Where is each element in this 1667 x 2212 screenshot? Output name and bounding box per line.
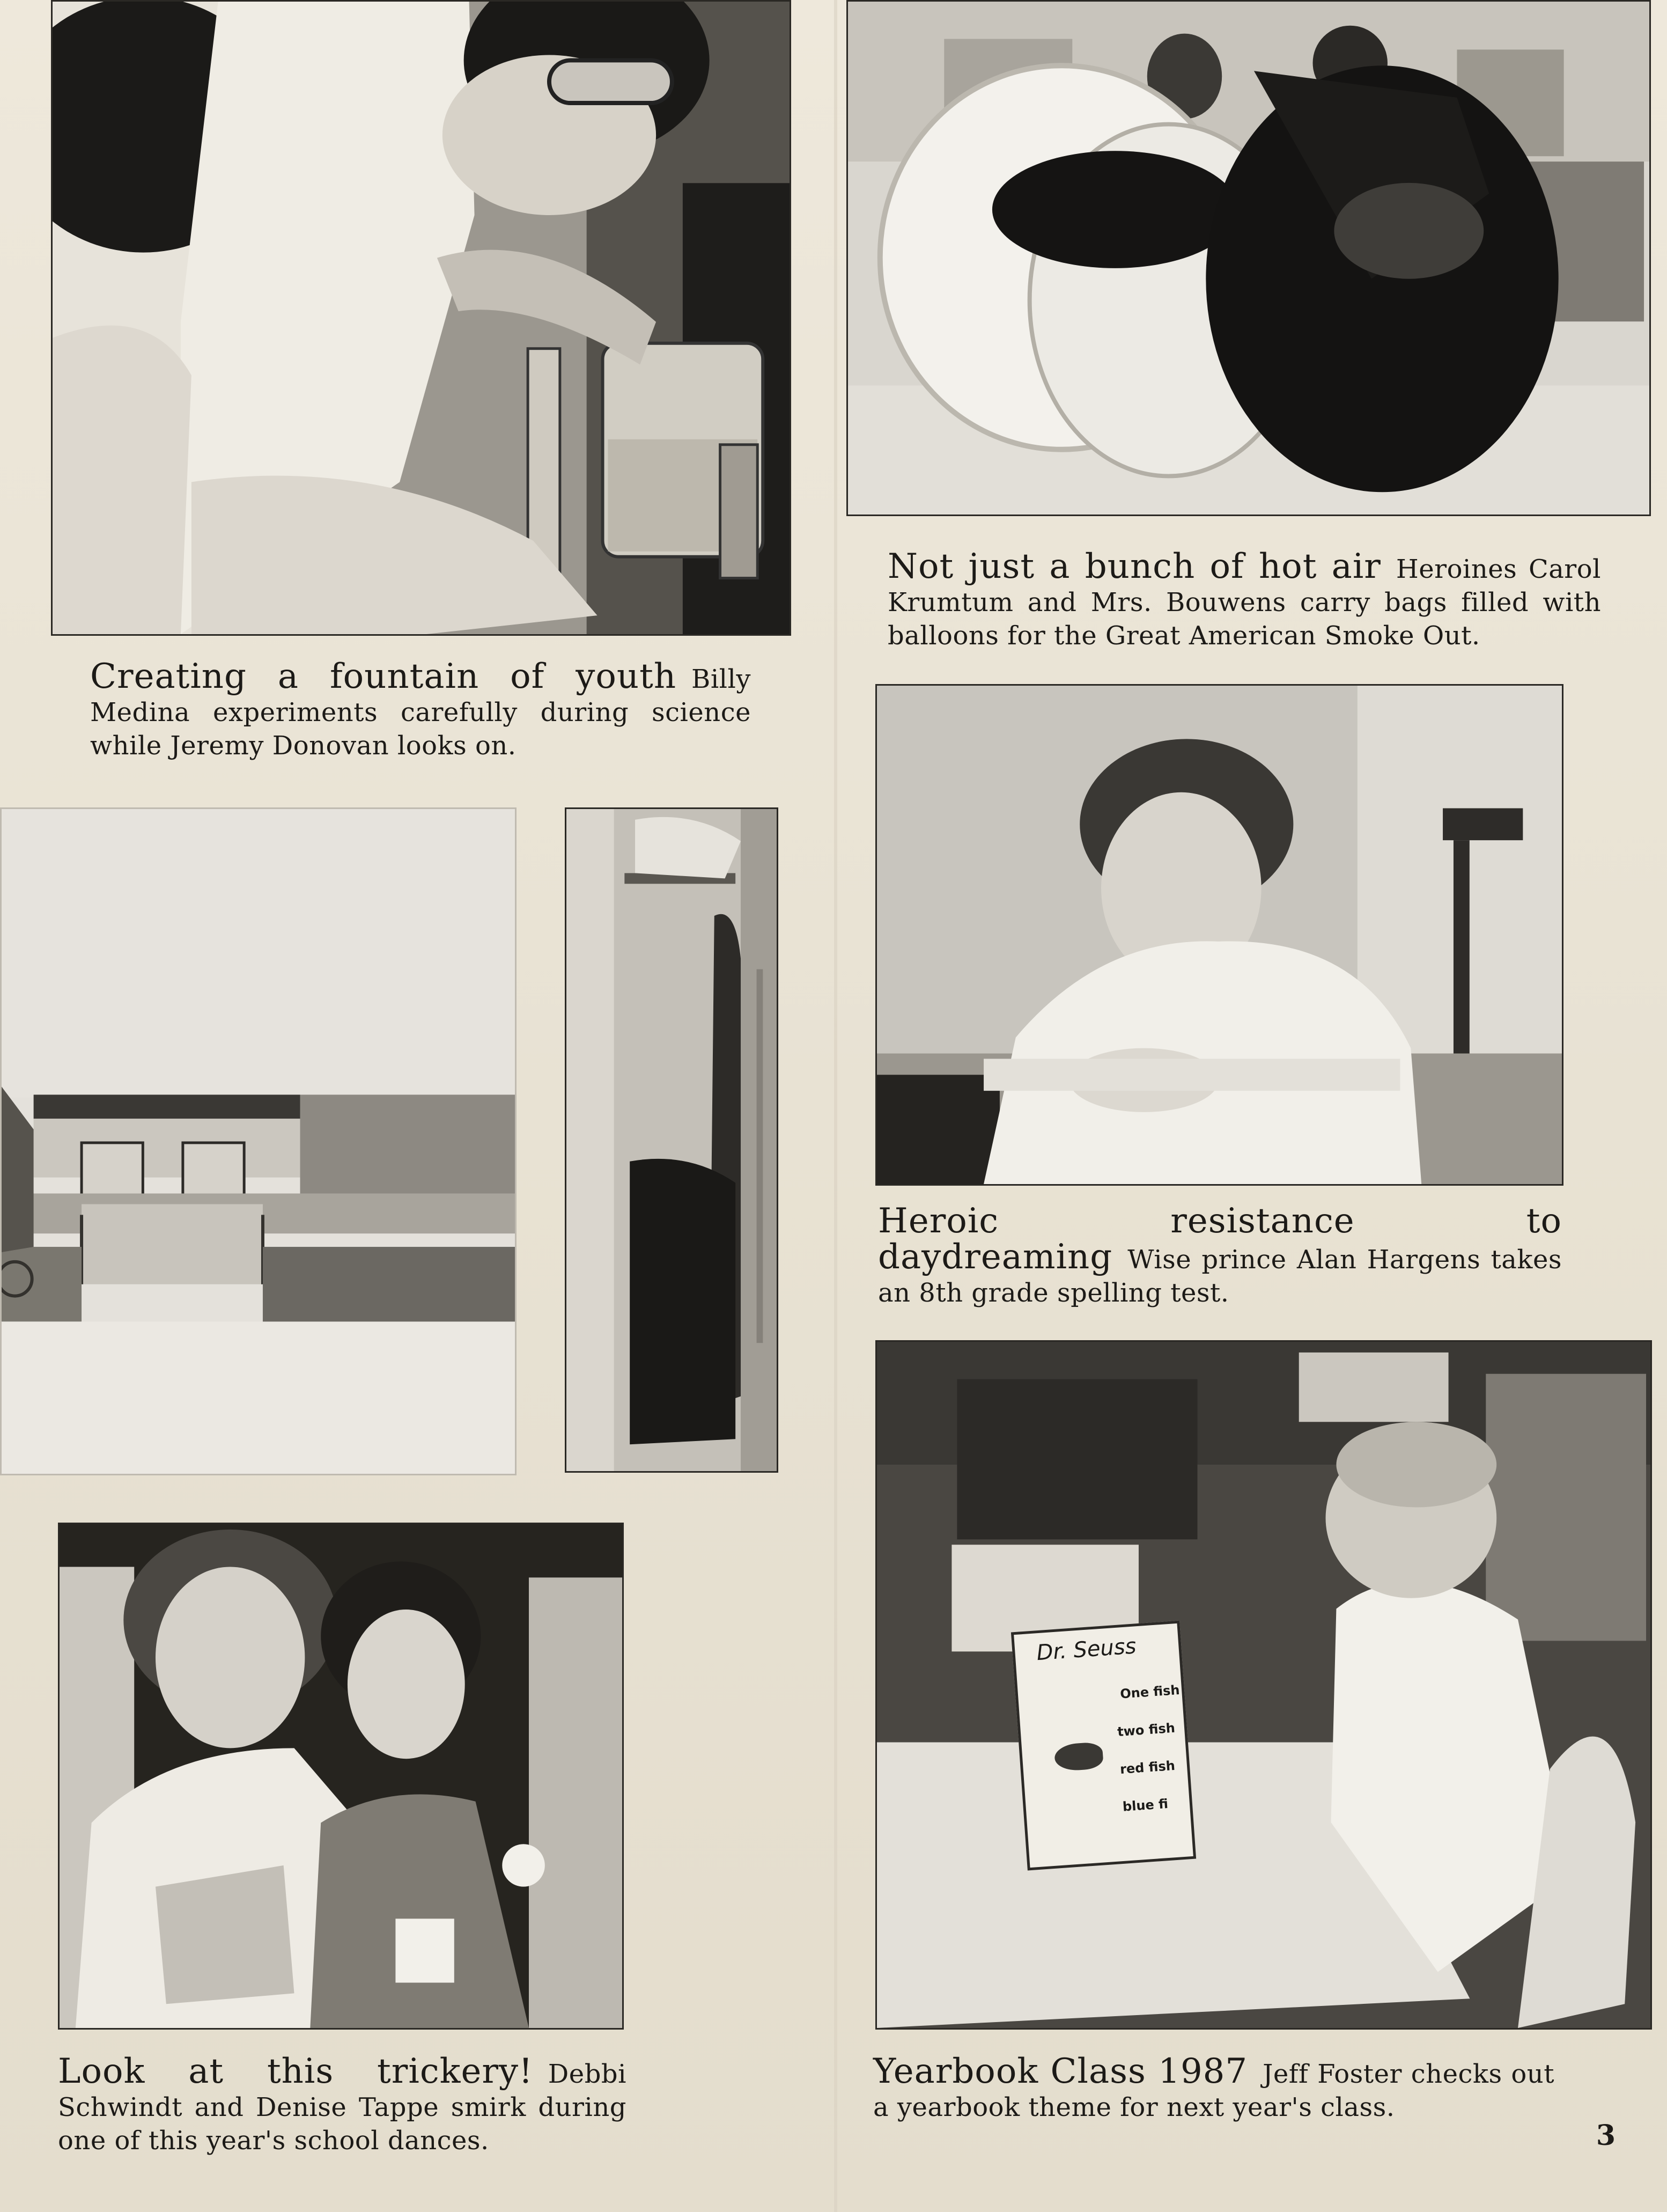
caption-balloons [888, 547, 1602, 652]
book-author: Dr. Seuss [1036, 1634, 1137, 1666]
photo-dr-seuss-book [875, 1340, 1652, 2030]
caption-title: Look at this trickery! [58, 2052, 533, 2091]
book-line: two fish [1117, 1720, 1176, 1740]
photo-school-building [0, 807, 517, 1475]
photo-two-girls [58, 1523, 624, 2030]
caption-text: Jeff Foster checks out a yearbook theme for next year's class. [873, 2059, 1554, 2122]
book-line: blue fi [1122, 1796, 1169, 1814]
caption-title: Yearbook Class 1987 [873, 2052, 1248, 2091]
page-gutter [834, 0, 837, 2212]
photo-student-desk [875, 684, 1563, 1186]
caption-yearbook [873, 2052, 1554, 2124]
photo-locker [565, 807, 778, 1473]
page-number: 3 [1596, 2119, 1616, 2152]
caption-text: Debbi Schwindt and Denise Tappe smirk during one of this year's school dances. [58, 2059, 626, 2156]
caption-title: Heroic resistance to daydreaming [878, 1201, 1562, 1277]
caption-science [90, 657, 751, 762]
caption-dance [58, 2052, 626, 2157]
photo-science-lab [51, 0, 791, 636]
caption-text: Wise prince Alan Hargens takes an 8th grade spelling test. [878, 1245, 1562, 1308]
book-line: One fish [1119, 1682, 1181, 1702]
caption-text: Billy Medina experiments carefully during science while Jeremy Donovan looks on. [90, 664, 751, 761]
caption-daydream [878, 1201, 1562, 1310]
photo-balloon-bags [846, 0, 1651, 516]
book-cover [1011, 1621, 1196, 1871]
caption-text: Heroines Carol Krumtum and Mrs. Bouwens carry bags filled with balloons for the Great American Smoke Out. [888, 554, 1602, 651]
fish-icon [1054, 1741, 1104, 1772]
caption-title: Creating a fountain of youth [90, 657, 677, 696]
caption-title: Not just a bunch of hot air [888, 547, 1381, 586]
book-line: red fish [1119, 1758, 1176, 1777]
